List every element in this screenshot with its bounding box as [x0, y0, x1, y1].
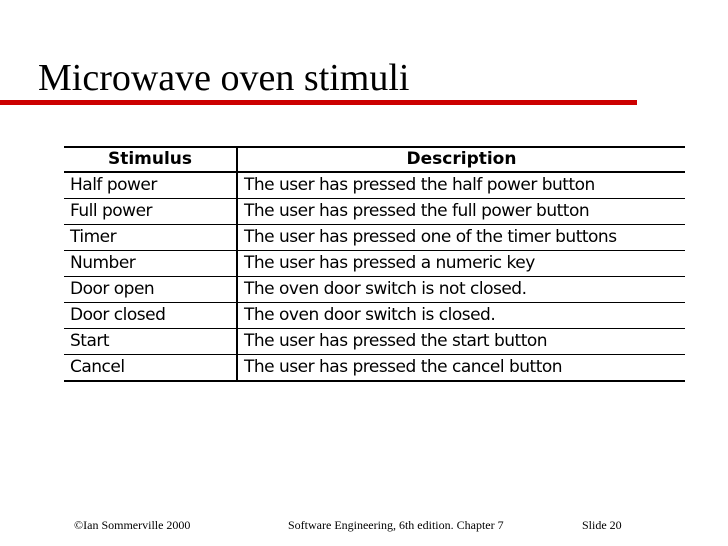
title-rule [0, 100, 637, 105]
slide-title: Microwave oven stimuli [38, 57, 410, 99]
header-stimulus: Stimulus [64, 147, 237, 172]
footer-book-title: Software Engineering, 6th edition. Chapter 7 [288, 518, 504, 532]
table-row [64, 199, 685, 225]
footer-slide-number: Slide 20 [582, 518, 622, 532]
table-row [64, 225, 685, 251]
table-row [64, 329, 685, 355]
table-row [64, 355, 685, 382]
table-row [64, 303, 685, 329]
description-cell: The user has pressed one of the timer buttons [244, 227, 617, 247]
header-description: Description [406, 149, 517, 169]
description-cell: The user has pressed the half power button [244, 175, 595, 195]
stimulus-cell: Half power [64, 172, 237, 199]
description-cell: The user has pressed the start button [244, 331, 548, 351]
description-cell: The oven door switch is closed. [244, 305, 496, 325]
description-cell: The oven door switch is not closed. [244, 279, 527, 299]
description-cell: The user has pressed the cancel button [244, 357, 563, 377]
stimulus-cell: Full power [64, 199, 237, 225]
stimulus-cell: Timer [64, 225, 237, 251]
stimulus-cell: Door open [64, 277, 237, 303]
footer-copyright: ©Ian Sommerville 2000 [74, 518, 191, 532]
stimulus-cell: Start [64, 329, 237, 355]
stimulus-cell: Door closed [64, 303, 237, 329]
table-row [64, 251, 685, 277]
description-cell: The user has pressed a numeric key [244, 253, 535, 273]
stimuli-table [64, 146, 685, 382]
table-row [64, 172, 685, 199]
description-cell: The user has pressed the full power button [244, 201, 590, 221]
table-row [64, 277, 685, 303]
table-header-row [64, 147, 685, 172]
stimulus-cell: Cancel [64, 355, 237, 382]
stimulus-cell: Number [64, 251, 237, 277]
